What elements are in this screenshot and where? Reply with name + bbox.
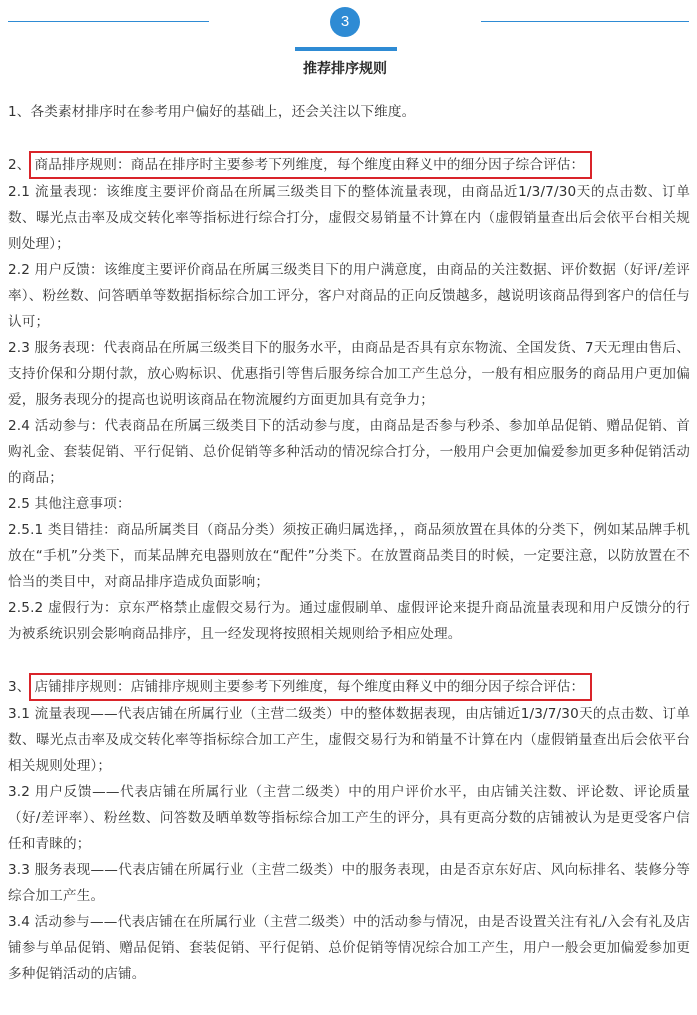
product-rule-2-1: 2.1 流量表现：该维度主要评价商品在所属三级类目下的整体流量表现，由商品近1/3/7/30天的点击数、订单数、曝光点击率及成交转化率等指标进行综合打分，虚假交易销量不计算在内（虚假销量查出后会依平台相关规则处理）； bbox=[8, 184, 690, 252]
product-rules-heading bbox=[8, 151, 690, 179]
product-rule-2-2: 2.2 用户反馈：该维度主要评价商品在所属三级类目下的用户满意度，由商品的关注数据、评价数据（好评/差评率）、粉丝数、问答晒单等数据指标综合加工评分，客户对商品的正向反馈越多，越说明该商品得到客户的信任与认可； bbox=[8, 262, 690, 330]
article-body bbox=[8, 99, 690, 987]
store-rule-3-2: 3.2 用户反馈——代表店铺在所属行业（主营二级类）中的用户评价水平，由店铺关注数、评论数、评论质量（好/差评率）、粉丝数、问答数及晒单数等指标综合加工产生的评分，具有更高分数的店铺被认为是更受客户信任和青睐的； bbox=[8, 784, 690, 852]
header-divider-left bbox=[8, 21, 209, 22]
step-number-badge: 3 bbox=[330, 7, 360, 37]
header-divider-right bbox=[481, 21, 689, 22]
store-rules-heading bbox=[8, 673, 690, 701]
product-heading-highlight: 商品排序规则：商品在排序时主要参考下列维度，每个维度由释义中的细分因子综合评估： bbox=[29, 151, 593, 179]
store-rule-3-1: 3.1 流量表现——代表店铺在所属行业（主营二级类）中的整体数据表现，由店铺近1/3/7/30天的点击数、订单数、曝光点击率及成交转化率等指标综合加工产生，虚假交易行为和销量不计算在内（虚假销量查出后会依平台相关规则处理）； bbox=[8, 706, 690, 774]
product-heading-prefix: 2、 bbox=[8, 157, 31, 173]
store-heading-highlight: 店铺排序规则：店铺排序规则主要参考下列维度，每个维度由释义中的细分因子综合评估： bbox=[29, 673, 593, 701]
product-rule-2-3: 2.3 服务表现：代表商品在所属三级类目下的服务水平，由商品是否具有京东物流、全国发货、7天无理由售后、支持价保和分期付款，放心购标识、优惠指引等售后服务综合加工产生总分，一般有相应服务的商品用户更加偏爱，服务表现分的提高也说明该商品在物流履约方面更加具有竞争力； bbox=[8, 340, 690, 408]
section-title: 推荐排序规则 bbox=[303, 61, 387, 77]
product-rule-2-5-2: 2.5.2 虚假行为：京东严格禁止虚假交易行为。通过虚假刷单、虚假评论来提升商品流量表现和用户反馈分的行为被系统识别会影响商品排序，且一经发现将按照相关规则给予相应处理。 bbox=[8, 600, 690, 642]
title-accent-bar bbox=[295, 47, 397, 51]
intro-paragraph: 1、各类素材排序时在参考用户偏好的基础上，还会关注以下维度。 bbox=[8, 104, 416, 120]
store-heading-prefix: 3、 bbox=[8, 679, 31, 695]
product-rule-2-4: 2.4 活动参与：代表商品在所属三级类目下的活动参与度，由商品是否参与秒杀、参加单品促销、赠品促销、首购礼金、套装促销、平行促销、总价促销等多种活动的情况综合打分，一般用户会更加偏爱参加更多种促销活动的商品； bbox=[8, 418, 690, 486]
product-rule-2-5: 2.5 其他注意事项： bbox=[8, 496, 131, 512]
section-header bbox=[0, 0, 697, 90]
store-rule-3-4: 3.4 活动参与——代表店铺在在所属行业（主营二级类）中的活动参与情况，由是否设置关注有礼/入会有礼及店铺参与单品促销、赠品促销、套装促销、平行促销、总价促销等情况综合加工产生，用户一般会更加偏爱参加更多种促销活动的店铺。 bbox=[8, 914, 690, 982]
store-rule-3-3: 3.3 服务表现——代表店铺在所属行业（主营二级类）中的服务表现，由是否京东好店、风向标排名、装修分等综合加工产生。 bbox=[8, 862, 690, 904]
product-rule-2-5-1: 2.5.1 类目错挂：商品所属类目（商品分类）须按正确归属选择，，商品须放置在具体的分类下，例如某品牌手机放在“手机”分类下，而某品牌充电器则放在“配件”分类下。在放置商品类目的时候，一定要注意，以防放置在不恰当的类目中，对商品排序造成负面影响； bbox=[8, 522, 690, 590]
